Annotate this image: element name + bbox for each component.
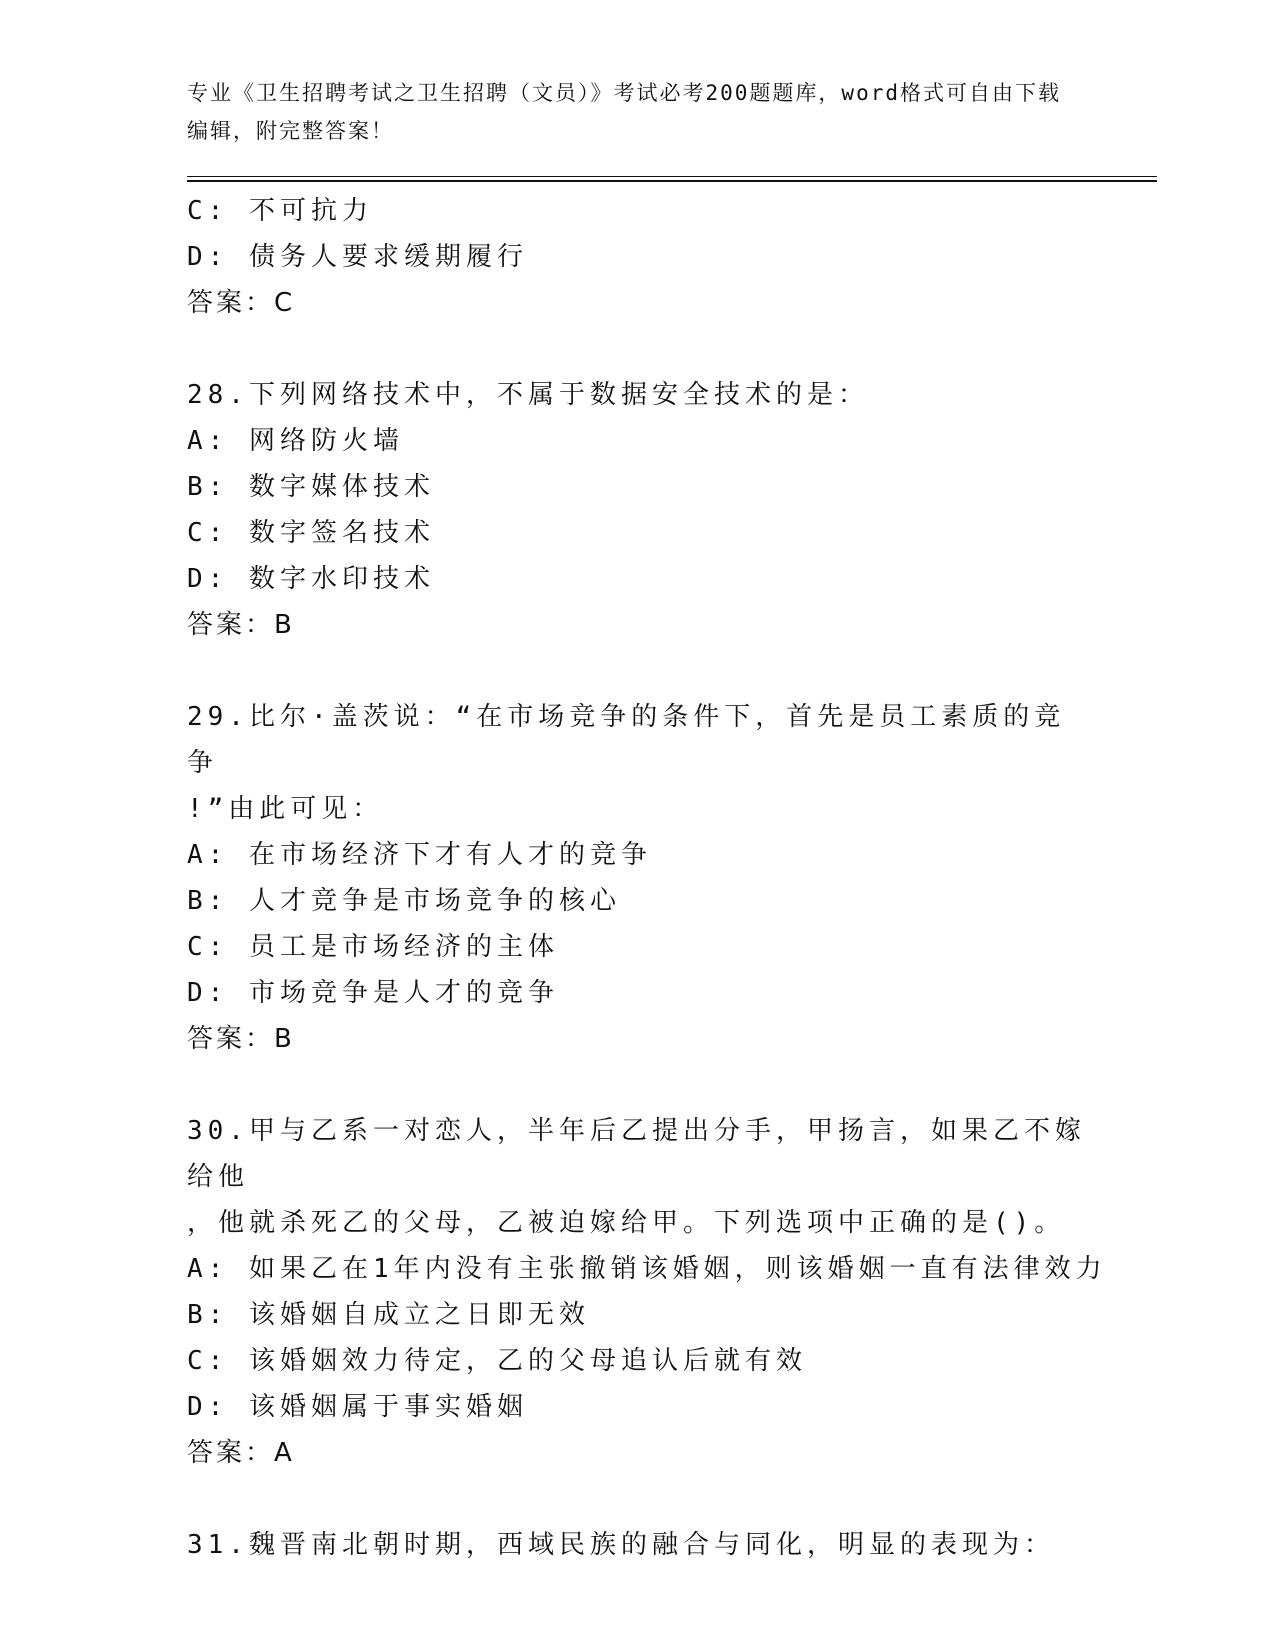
q30-answer: 答案：A bbox=[187, 1438, 295, 1468]
q30-option-d: D: 该婚姻属于事实婚姻 bbox=[187, 1392, 528, 1422]
q27-answer: 答案：C bbox=[187, 288, 296, 318]
q29-option-c: C: 员工是市场经济的主体 bbox=[187, 932, 559, 962]
q30-option-b: B: 该婚姻自成立之日即无效 bbox=[187, 1300, 590, 1330]
q28-answer: 答案：B bbox=[187, 610, 295, 640]
q30-option-c: C: 该婚姻效力待定，乙的父母追认后就有效 bbox=[187, 1346, 807, 1376]
q28-stem: 28.下列网络技术中，不属于数据安全技术的是： bbox=[187, 380, 869, 410]
spacer bbox=[187, 1062, 1087, 1108]
q29-option-a: A: 在市场经济下才有人才的竞争 bbox=[187, 840, 652, 870]
q30-stem-line1: 30.甲与乙系一对恋人，半年后乙提出分手，甲扬言，如果乙不嫁给他 bbox=[187, 1116, 1086, 1192]
spacer bbox=[187, 648, 1087, 694]
q29-answer: 答案：B bbox=[187, 1024, 295, 1054]
q29-option-d: D: 市场竞争是人才的竞争 bbox=[187, 978, 559, 1008]
q28-option-b: B: 数字媒体技术 bbox=[187, 472, 435, 502]
q28-option-c: C: 数字签名技术 bbox=[187, 518, 435, 548]
q28-option-d: D: 数字水印技术 bbox=[187, 564, 435, 594]
q30-option-a: A: 如果乙在1年内没有主张撤销该婚姻，则该婚姻一直有法律效力 bbox=[187, 1254, 1107, 1284]
q27-option-c: C: 不可抗力 bbox=[187, 196, 373, 226]
spacer bbox=[187, 1476, 1087, 1522]
q27-option-d: D: 债务人要求缓期履行 bbox=[187, 242, 528, 272]
header-text: 专业《卫生招聘考试之卫生招聘（文员）》考试必考200题题库，word格式可自由下载编辑，附完整答案！ bbox=[187, 81, 1061, 143]
q29-stem-line2: !”由此可见： bbox=[187, 794, 384, 824]
q30-stem-line2: ，他就杀死乙的父母，乙被迫嫁给甲。下列选项中正确的是()。 bbox=[187, 1208, 1066, 1238]
q29-stem-line1: 29.比尔·盖茨说：“在市场竞争的条件下，首先是员工素质的竞争 bbox=[187, 702, 1066, 778]
question-list bbox=[187, 188, 1107, 1568]
spacer bbox=[187, 326, 1087, 372]
document-header bbox=[187, 74, 1067, 150]
q31-stem: 31.魏晋南北朝时期，西域民族的融合与同化，明显的表现为： bbox=[187, 1530, 1055, 1560]
q29-option-b: B: 人才竞争是市场竞争的核心 bbox=[187, 886, 621, 916]
header-divider bbox=[187, 176, 1157, 182]
q28-option-a: A: 网络防火墙 bbox=[187, 426, 404, 456]
